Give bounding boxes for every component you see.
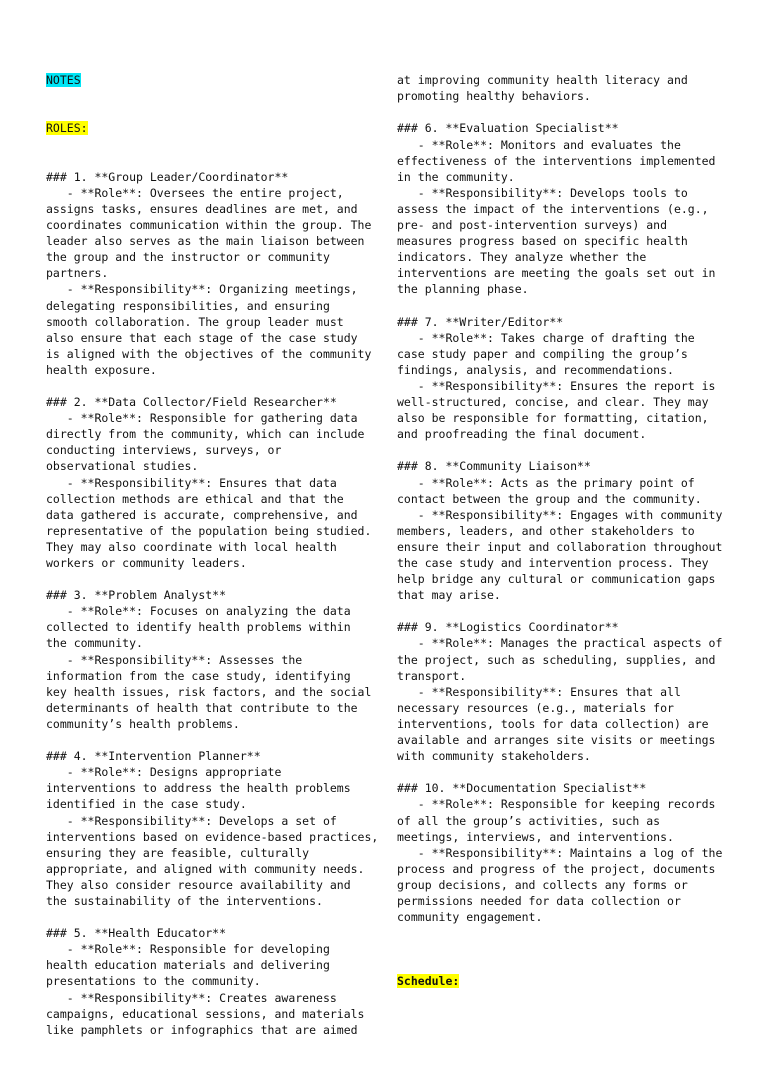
text-line: leader also serves as the main liaison between xyxy=(46,234,365,249)
text-line: community engagement. xyxy=(397,910,543,925)
text-line: directly from the community, which can include xyxy=(46,427,365,442)
text-line: - **Role**: Designs appropriate xyxy=(46,765,282,780)
text-line: - **Role**: Focuses on analyzing the data xyxy=(46,604,351,619)
text-line: - **Role**: Acts as the primary point of xyxy=(397,475,695,490)
section-heading: ### 3. **Problem Analyst** xyxy=(46,588,227,603)
text-line: process and progress of the project, documents xyxy=(397,861,716,876)
section-heading: ### 4. **Intervention Planner** xyxy=(46,749,261,764)
text-line: - **Responsibility**: Develops a set of xyxy=(46,813,337,828)
text-line: and proofreading the final document. xyxy=(397,427,647,442)
text-line: of all the group’s activities, such as xyxy=(397,813,661,828)
notes-label xyxy=(46,72,382,88)
text-line: - **Role**: Responsible for gathering data xyxy=(46,411,358,426)
text-line: the community. xyxy=(46,636,143,651)
text-line: They may also coordinate with local health xyxy=(46,539,337,554)
section-heading: ### 2. **Data Collector/Field Researcher** xyxy=(46,395,337,410)
text-line: available and arranges site visits or meetings xyxy=(397,733,716,748)
text-line: assess the impact of the interventions (e.g., xyxy=(397,201,709,216)
text-line: well-structured, concise, and clear. They may xyxy=(397,395,709,410)
text-line: - **Responsibility**: Assesses the xyxy=(46,652,303,667)
text-line: ensuring they are feasible, culturally xyxy=(46,845,310,860)
text-line xyxy=(397,442,733,458)
text-line: smooth collaboration. The group leader must xyxy=(46,314,344,329)
text-line: - **Responsibility**: Maintains a log of the xyxy=(397,845,723,860)
text-line: campaigns, educational sessions, and materials xyxy=(46,1006,365,1021)
text-line: information from the case study, identifying xyxy=(46,668,351,683)
section-heading: ### 7. **Writer/Editor** xyxy=(397,314,564,329)
section-heading: ### 6. **Evaluation Specialist** xyxy=(397,121,619,136)
text-line: interventions, tools for data collection) are xyxy=(397,716,709,731)
notes-highlight: NOTES xyxy=(46,73,81,88)
text-line: the planning phase. xyxy=(397,282,529,297)
text-line: case study paper and compiling the group’s xyxy=(397,346,688,361)
roles-label xyxy=(46,120,382,136)
text-line: - **Role**: Responsible for developing xyxy=(46,942,330,957)
text-line: with community stakeholders. xyxy=(397,749,591,764)
text-line xyxy=(46,378,382,394)
text-line xyxy=(397,603,733,619)
text-line: members, leaders, and other stakeholders to xyxy=(397,523,695,538)
text-line: identified in the case study. xyxy=(46,797,247,812)
text-line: health education materials and delivering xyxy=(46,958,330,973)
text-line: ensure their input and collaboration throughout xyxy=(397,539,723,554)
text-line: determinants of health that contribute to the xyxy=(46,700,358,715)
schedule-label xyxy=(397,973,733,989)
text-line: delegating responsibilities, and ensuring xyxy=(46,298,330,313)
section-heading: ### 8. **Community Liaison** xyxy=(397,459,591,474)
text-line: group decisions, and collects any forms or xyxy=(397,877,688,892)
text-line: interventions based on evidence-based practices, xyxy=(46,829,379,844)
text-line xyxy=(46,909,382,925)
text-line: the sustainability of the interventions. xyxy=(46,893,323,908)
text-line: the case study and intervention process. They xyxy=(397,556,709,570)
text-line: at improving community health literacy and xyxy=(397,73,688,88)
text-line: measures progress based on specific health xyxy=(397,234,688,249)
text-line xyxy=(397,298,733,314)
section-heading: ### 1. **Group Leader/Coordinator** xyxy=(46,169,289,184)
text-line: - **Responsibility**: Creates awareness xyxy=(46,990,337,1005)
text-line: - **Role**: Responsible for keeping records xyxy=(397,797,716,812)
text-line: effectiveness of the interventions implemented xyxy=(397,153,716,168)
text-line: data gathered is accurate, comprehensive, and xyxy=(46,507,358,522)
text-line: - **Role**: Monitors and evaluates the xyxy=(397,137,681,152)
text-line: - **Responsibility**: Ensures the report is xyxy=(397,378,716,393)
text-line: - **Role**: Takes charge of drafting the xyxy=(397,330,695,345)
text-line xyxy=(397,104,733,120)
text-line: collected to identify health problems within xyxy=(46,620,351,635)
text-line: meetings, interviews, and interventions. xyxy=(397,829,674,844)
text-line: also be responsible for formatting, citation, xyxy=(397,411,709,426)
section-heading: ### 9. **Logistics Coordinator** xyxy=(397,620,619,635)
text-line: permissions needed for data collection or xyxy=(397,893,681,908)
text-line: contact between the group and the community. xyxy=(397,491,702,506)
text-line: transport. xyxy=(397,668,467,683)
text-line: the group and the instructor or community xyxy=(46,250,330,265)
text-line: They also consider resource availability and xyxy=(46,877,351,892)
text-line: interventions are meeting the goals set out in xyxy=(397,266,716,281)
text-line: conducting interviews, surveys, or xyxy=(46,443,282,458)
text-line xyxy=(46,732,382,748)
text-line: findings, analysis, and recommendations. xyxy=(397,362,674,377)
text-line: health exposure. xyxy=(46,362,157,377)
text-line: assigns tasks, ensures deadlines are met, and xyxy=(46,201,358,216)
text-line: also ensure that each stage of the case study xyxy=(46,330,358,345)
text-line: - **Responsibility**: Ensures that data xyxy=(46,475,337,490)
text-line xyxy=(397,764,733,780)
text-line: key health issues, risk factors, and the social xyxy=(46,684,372,699)
text-line: appropriate, and aligned with community needs. xyxy=(46,861,365,876)
text-line: - **Role**: Manages the practical aspects of xyxy=(397,636,723,651)
text-line: - **Responsibility**: Organizing meetings, xyxy=(46,282,358,297)
text-line xyxy=(46,571,382,587)
left-column xyxy=(46,40,382,1070)
text-line: the project, such as scheduling, supplies, and xyxy=(397,652,716,667)
section-heading: ### 10. **Documentation Specialist** xyxy=(397,781,647,796)
text-line: indicators. They analyze whether the xyxy=(397,250,647,265)
text-line: - **Responsibility**: Engages with community xyxy=(397,507,723,522)
text-line: interventions to address the health problems xyxy=(46,781,351,796)
text-line: help bridge any cultural or communication gaps xyxy=(397,572,716,587)
roles-highlight: ROLES: xyxy=(46,121,88,136)
text-line: workers or community leaders. xyxy=(46,556,247,570)
text-line: community’s health problems. xyxy=(46,716,240,731)
right-text-block xyxy=(397,72,733,941)
text-line: coordinates communication within the group. The xyxy=(46,218,372,233)
text-line: - **Responsibility**: Develops tools to xyxy=(397,185,688,200)
schedule-highlight: Schedule: xyxy=(397,974,460,989)
section-heading: ### 5. **Health Educator** xyxy=(46,926,227,941)
text-line: in the community. xyxy=(397,169,515,184)
text-line: that may arise. xyxy=(397,588,501,603)
text-line: representative of the population being studied. xyxy=(46,523,372,538)
text-line: presentations to the community. xyxy=(46,974,261,989)
text-line: promoting healthy behaviors. xyxy=(397,89,591,104)
text-line: pre- and post-intervention surveys) and xyxy=(397,218,668,233)
text-line: - **Role**: Oversees the entire project, xyxy=(46,185,344,200)
text-line: necessary resources (e.g., materials for xyxy=(397,700,674,715)
text-line: partners. xyxy=(46,266,109,281)
text-line xyxy=(397,925,733,941)
text-line: - **Responsibility**: Ensures that all xyxy=(397,684,681,699)
left-text-block xyxy=(46,169,382,1038)
text-line: collection methods are ethical and that the xyxy=(46,491,344,506)
right-column xyxy=(397,40,733,1022)
text-line: like pamphlets or infographics that are aimed xyxy=(46,1022,358,1037)
text-line: is aligned with the objectives of the community xyxy=(46,346,372,361)
text-line: observational studies. xyxy=(46,459,199,474)
